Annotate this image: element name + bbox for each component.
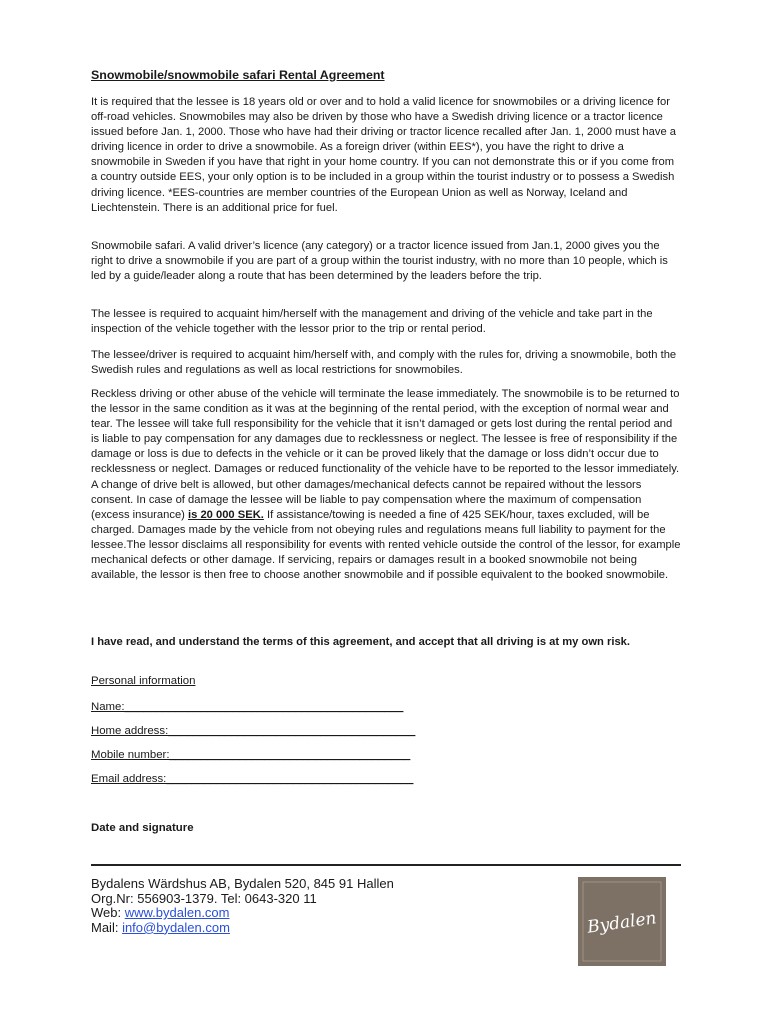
liability-text	[91, 387, 681, 583]
mobile-number-field[interactable]: Mobile number:______________________________________	[91, 749, 411, 761]
agreement-statement	[91, 635, 681, 650]
web-line	[91, 906, 394, 921]
rules-paragraph	[91, 348, 681, 378]
footer-divider	[91, 864, 681, 866]
licence-text: It is required that the lessee is 18 years old or over and to hold a valid licence for snowmobiles or a driving licence for off-road vehicles. Snowmobiles may also be driven by those who have a Swedish driving licence or a tractor licence issued before Jan. 1, 2000. Those who have had their driving or tractor licence recalled after Jan. 1, 2000 must have a driving licence in order to drive a snowmobile. As a foreign driver (within EES*), you have the right to drive a snowmobile in Sweden if you have that right in your home country. If you can not demonstrate this or if you come from a country outside EES, your only option is to be included in a group within the tourist industry or to possess a Swedish driving licence. *EES-countries are member countries of the European Union as well as Norway, Iceland and Liechtenstein. There is an additional price for fuel.	[91, 96, 676, 214]
web-label: Web:	[91, 905, 125, 921]
bydalen-logo	[578, 877, 666, 966]
logo-text: Bydalen	[586, 908, 658, 938]
date-signature-label: Date and signature	[91, 822, 194, 834]
liability-text-end: If assistance/towing is needed a fine of 425 SEK/hour, taxes excluded, will be charged. Damages made by the vehicle from not obeying rules and regulations means full liability to payment for the lessee.The lessor disclaims all responsibility for events with rented vehicle outside the control of the lessor, for example mechanical defects or other damage. If servicing, repairs or damages result in a booked snowmobile not being available, the lessor is then free to choose another snowmobile and if possible equivalent to the booked snowmobile.	[91, 508, 681, 582]
personal-info-heading: Personal information	[91, 675, 196, 687]
liability-paragraph	[91, 387, 681, 583]
org-number: Org.Nr: 556903-1379. Tel: 0643-320 11	[91, 890, 317, 906]
mail-line	[91, 921, 394, 936]
mail-label: Mail:	[91, 919, 123, 935]
email-link[interactable]: info@bydalen.com	[122, 919, 230, 935]
company-address: Bydalens Wärdshus AB, Bydalen 520, 845 91 Hallen	[91, 876, 394, 891]
excess-amount: is 20 000 SEK.	[188, 508, 264, 521]
email-address-field[interactable]: Email address:_______________________________________	[91, 773, 414, 785]
safari-text: Snowmobile safari. A valid driver’s licence (any category) or a tractor licence issued from Jan.1, 2000 gives you the right to drive a snowmobile if you are part of a group within the tourist industry, with no more than 10 people, which is led by a guide/leader along a route that has been determined by the leaders before the trip.	[91, 240, 668, 283]
footer-contact	[91, 877, 394, 935]
agreement-text: I have read, and understand the terms of this agreement, and accept that all driving is at my own risk.	[91, 636, 631, 648]
document-title: Snowmobile/snowmobile safari Rental Agreement	[91, 68, 385, 82]
liability-text-start: Reckless driving or other abuse of the vehicle will terminate the lease immediately. The snowmobile is to be returned to the lessor in the same condition as it was at the beginning of the rental period, with the exception of normal wear and tear. The lessee will take full responsibility for the vehicle that it isn’t damaged or gets lost during the rental period and is liable to pay compensation for any damages due to recklessness or neglect. The lessee is free of responsibility if the damage or loss is due to defects in the vehicle or it can be proved likely that the damage or loss didn’t occur due to recklessness or neglect. Damages or reduced functionality of the vehicle have to be reported to the lessor immediately. A change of drive belt is allowed, but other damages/mechanical defects cannot be repaired without the lessors consent. In case of damage the lessee will be liable to pay compensation where the maximum of compensation (excess insurance)	[91, 388, 680, 521]
home-address-field[interactable]: Home address:_______________________________________	[91, 725, 416, 737]
inspection-text: The lessee is required to acquaint him/herself with the management and driving of the vehicle and take part in the inspection of the vehicle together with the lessor prior to the trip or rental period.	[91, 308, 653, 336]
rules-text: The lessee/driver is required to acquaint him/herself with, and comply with the rules for, driving a snowmobile, both the Swedish rules and regulations as well as local restrictions for snowmobiles.	[91, 349, 677, 377]
licence-paragraph	[91, 95, 681, 216]
inspection-paragraph	[91, 307, 681, 337]
website-link[interactable]: www.bydalen.com	[124, 905, 230, 921]
safari-paragraph	[91, 239, 681, 284]
name-field[interactable]: Name:____________________________________________	[91, 701, 404, 713]
